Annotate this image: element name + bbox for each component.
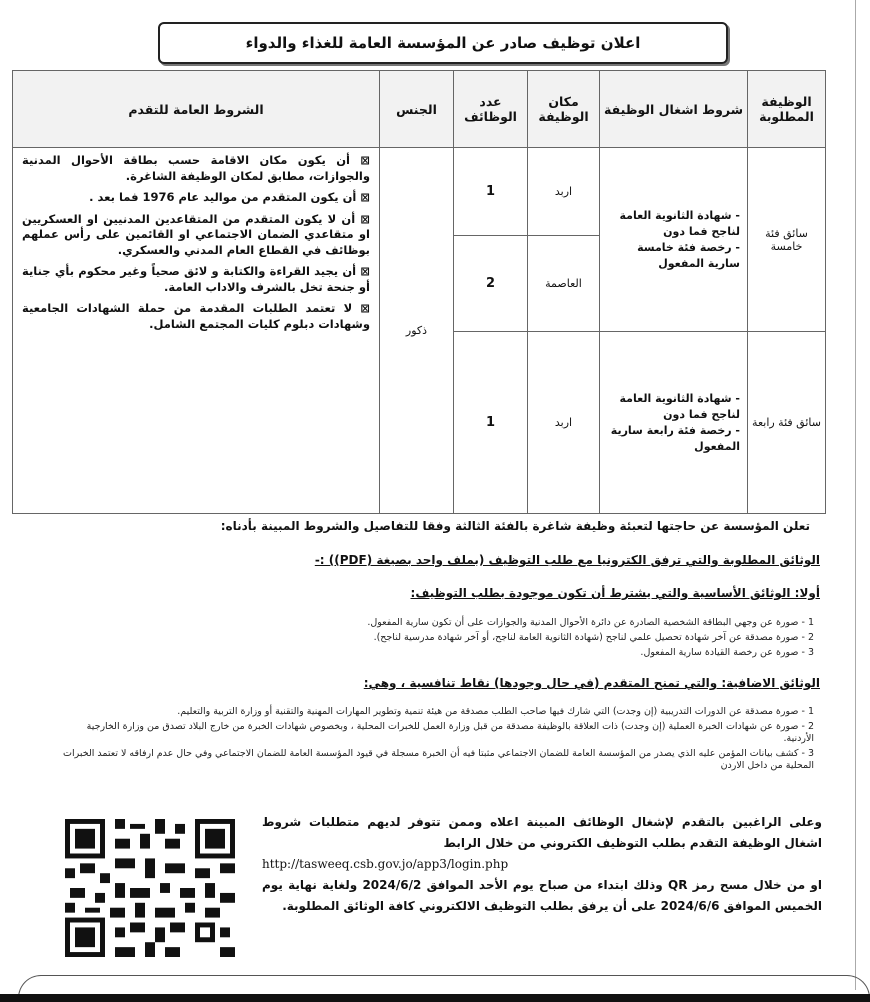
job-conditions-cell bbox=[600, 148, 748, 332]
job-condition: - شهادة الثانوية العامة لناجح فما دون bbox=[619, 391, 740, 421]
job-title-cell: سائق فئة رابعة bbox=[748, 332, 826, 514]
count-cell: 2 bbox=[454, 236, 528, 332]
general-condition: ⊠ أن يكون مكان الاقامة حسب بطاقة الأحوال المدنية والجوازات، مطابق لمكان الوظيفة الشاغرة. bbox=[22, 153, 370, 183]
additional-docs-list bbox=[54, 706, 814, 775]
page-bottom-bar bbox=[0, 994, 870, 1002]
job-condition: - شهادة الثانوية العامة لناجح فما دون bbox=[619, 208, 740, 238]
announcement-title: اعلان توظيف صادر عن المؤسسة العامة للغذاء والدواء bbox=[158, 22, 728, 64]
list-item: 2 - صورة عن شهادات الخبرة العملية (إن وجدت) ذات العلاقة بالوظيفة مصدقة من قبل وزارة العمل للخبرات المحلية ، وبخصوص شهادات الخبرة من خارج البلاد تصدق من وزارة الخارجية الأردنية. bbox=[86, 721, 814, 744]
application-link[interactable]: http://tasweeq.csb.gov.jo/app3/login.php bbox=[262, 857, 509, 871]
header-job-conditions: شروط اشغال الوظيفة bbox=[600, 71, 748, 148]
qr-code-icon[interactable] bbox=[64, 818, 236, 958]
general-conditions-cell bbox=[13, 148, 380, 514]
closing-text: وعلى الراغبين بالتقدم لإشغال الوظائف المبينة اعلاه وممن تتوفر لديهم متطلبات شروط اشغال الوظيفة التقدم بطلب التوظيف الكتروني من خلال الرابط http://tasweeq.csb.gov.jo/app3/login.php او من خلال مسح رمز QR وذلك ابتداء من صباح يوم الأحد الموافق 2024/6/2 ولغاية نهاية يوم الخميس الموافق 2024/6/6 على أن يرفق بطلب التوظيف الالكتروني كافة الوثائق المطلوبة. bbox=[262, 815, 822, 913]
count-cell: 1 bbox=[454, 332, 528, 514]
header-location: مكان الوظيفة bbox=[528, 71, 600, 148]
list-item: 1 - صورة مصدقة عن الدورات التدريبية (إن وجدت) التي شارك فيها صاحب الطلب مصدقة من هيئة تنمية وتطوير المهارات المهنية والتقنية أو وزارة التربية والتعليم. bbox=[177, 706, 814, 717]
job-title-cell: سائق فئة خامسة bbox=[748, 148, 826, 332]
job-conditions-cell bbox=[600, 332, 748, 514]
additional-docs-heading: الوثائق الاضافية: والتي تمنح المتقدم (في حال وجودها) نقاط تنافسية ، وهي: bbox=[363, 676, 820, 690]
location-cell: اربد bbox=[528, 332, 600, 514]
general-condition: ⊠ أن لا يكون المتقدم من المتقاعدين المدنيين او العسكريين او متقاعدي الضمان الاجتماعي او القائمين على رأس عملهم بوظائف في القطاع العام المدني والعسكري. bbox=[22, 211, 371, 257]
header-count: عدد الوظائف bbox=[454, 71, 528, 148]
jobs-table bbox=[12, 70, 826, 514]
intro-text: تعلن المؤسسة عن حاجتها لتعبئة وظيفة شاغرة بالفئة الثالثة وفقا للتفاصيل والشروط المبينة بأدناه: bbox=[220, 519, 810, 533]
general-condition: ⊠ لا تعتمد الطلبات المقدمة من حملة الشهادات الجامعية وشهادات دبلوم كليات المجتمع الشامل. bbox=[22, 301, 371, 331]
count-cell: 1 bbox=[454, 148, 528, 236]
gender-cell: ذكور bbox=[380, 148, 454, 514]
basic-docs-heading: أولا: الوثائق الأساسية والتي يشترط أن تكون موجودة بطلب التوظيف: bbox=[410, 586, 820, 600]
location-cell: اربد bbox=[528, 148, 600, 236]
page-edge bbox=[855, 0, 856, 990]
location-cell: العاصمة bbox=[528, 236, 600, 332]
general-condition: ⊠ أن يجيد القراءة والكتابة و لائق صحياً وغير محكوم بأي جناية أو جنحة تخل بالشرف والاداب العامة. bbox=[22, 264, 370, 294]
documents-heading: الوثائق المطلوبة والتي ترفق الكترونيا مع طلب التوظيف (بملف واحد بصيغة (PDF)) :- bbox=[314, 553, 820, 567]
header-gender: الجنس bbox=[380, 71, 454, 148]
header-job: الوظيفة المطلوبة bbox=[748, 71, 826, 148]
table-row bbox=[13, 148, 826, 236]
header-general-conditions: الشروط العامة للتقدم bbox=[13, 71, 380, 148]
general-condition: ⊠ أن يكون المتقدم من مواليد عام 1976 فما بعد . bbox=[89, 190, 370, 204]
list-item: 2 - صورة مصدقة عن آخر شهادة تحصيل علمي لناجح (شهادة الثانوية العامة لناجح، أو آخر شهادة مدرسية لناجح). bbox=[373, 632, 814, 643]
table-header-row bbox=[13, 71, 826, 148]
job-condition: - رخصة فئة خامسة سارية المفعول bbox=[637, 240, 740, 270]
job-condition: - رخصة فئة رابعة سارية المفعول bbox=[610, 423, 740, 453]
list-item: 1 - صورة عن وجهي البطاقة الشخصية الصادرة عن دائرة الأحوال المدنية والجوازات على أن تكون سارية المفعول. bbox=[367, 617, 814, 628]
list-item: 3 - صورة عن رخصة القيادة سارية المفعول. bbox=[640, 647, 814, 658]
basic-docs-list bbox=[54, 617, 814, 662]
list-item: 3 - كشف بيانات المؤمن عليه الذي يصدر من المؤسسة العامة للضمان الاجتماعي مثبتا فيه أن الخبرة مسجلة في قيود المؤسسة العامة للضمان الاجتماعي وفي حال عدم ارفاقه لا تعتمد الخبرات المحلية من داخل الاردن bbox=[63, 748, 814, 771]
